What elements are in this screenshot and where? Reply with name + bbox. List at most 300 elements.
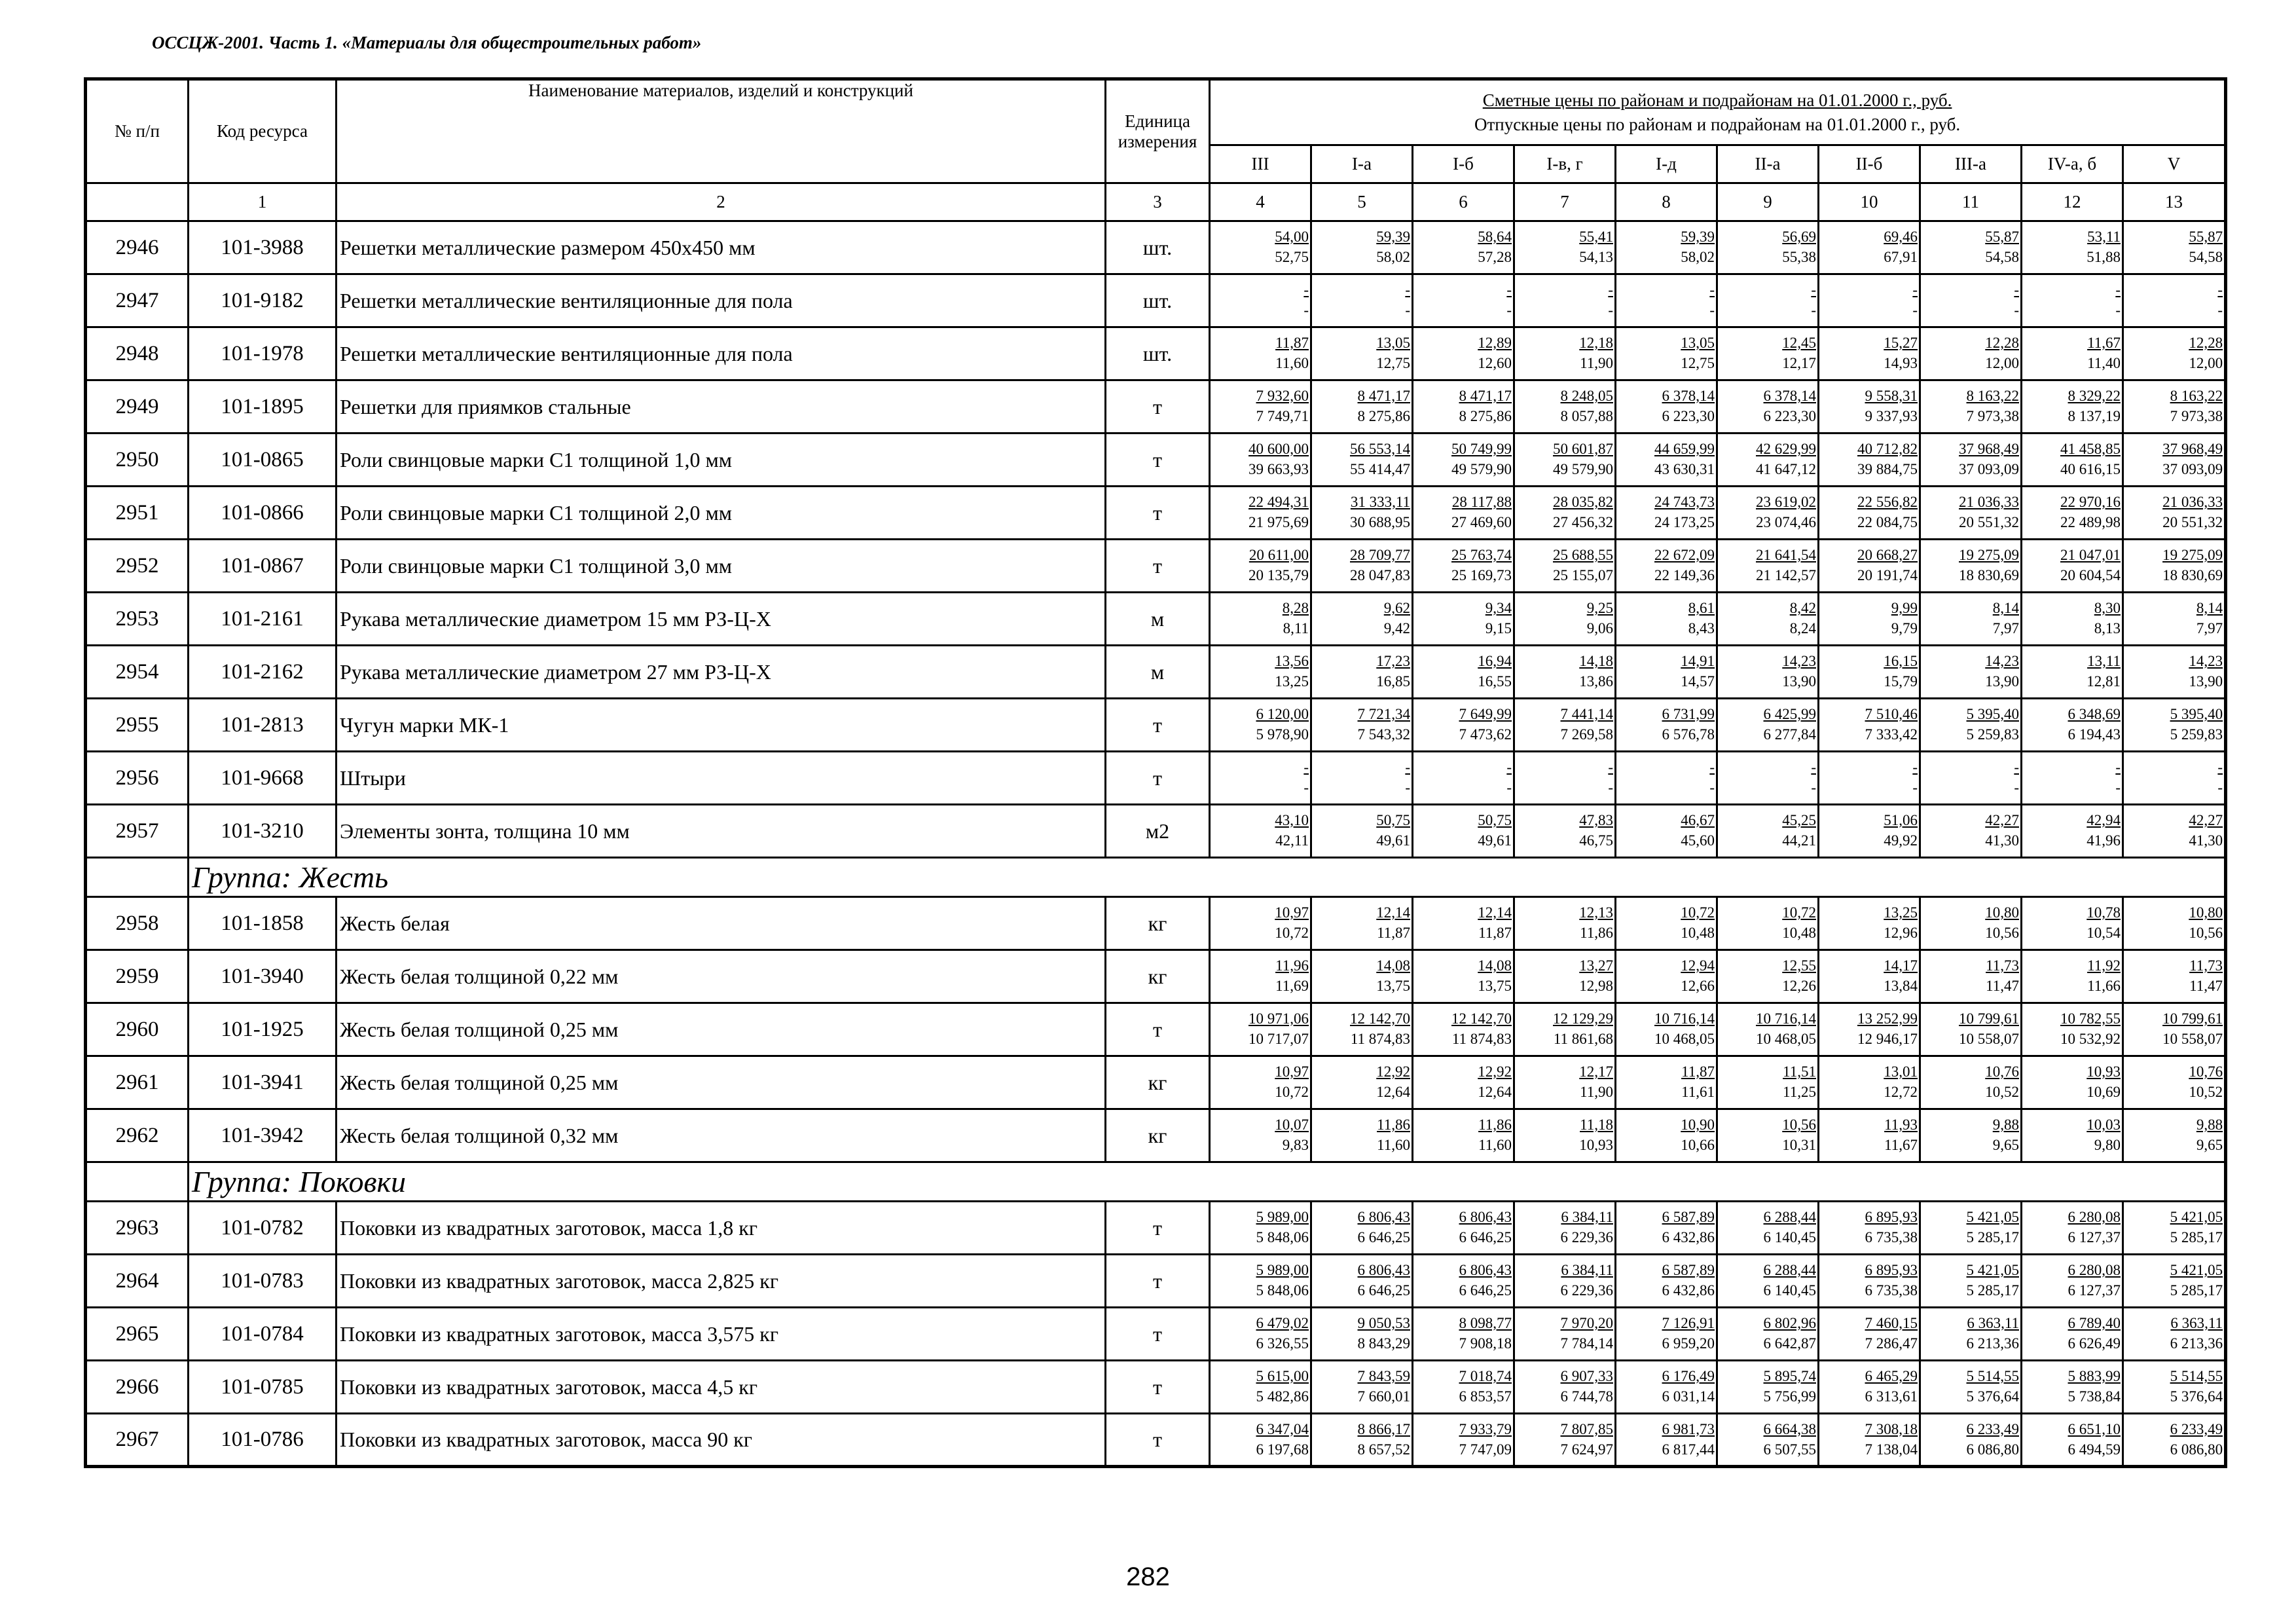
price-cell [1920, 487, 2022, 540]
price-cell [1514, 1202, 1616, 1255]
item-unit: м2 [1106, 805, 1210, 858]
item-number: 2947 [86, 274, 189, 327]
estimate-price: 7 932,60 [1256, 388, 1309, 404]
release-price: 49,92 [1884, 832, 1918, 849]
region-header: I-д [1616, 145, 1717, 183]
item-number: 2955 [86, 699, 189, 752]
release-price: 11,90 [1580, 1084, 1613, 1100]
price-cell [1413, 487, 1514, 540]
release-price: 27 456,32 [1553, 514, 1613, 530]
estimate-price: 7 018,74 [1459, 1368, 1512, 1384]
release-price: 54,13 [1579, 249, 1613, 265]
resource-code: 101-1925 [189, 1003, 337, 1056]
estimate-price: 12,55 [1782, 957, 1816, 974]
estimate-price: 7 649,99 [1459, 706, 1512, 722]
item-unit: шт. [1106, 221, 1210, 274]
release-price: 6 735,38 [1865, 1282, 1918, 1299]
estimate-price: 25 688,55 [1553, 547, 1613, 563]
price-cell [2022, 1003, 2123, 1056]
estimate-price: 5 421,05 [1966, 1262, 2019, 1278]
estimate-price: 6 288,44 [1763, 1262, 1816, 1278]
estimate-price: 13,27 [1579, 957, 1613, 974]
estimate-price: 37 968,49 [1959, 441, 2019, 457]
price-cell [1311, 752, 1413, 805]
release-price: 7 660,01 [1357, 1388, 1410, 1405]
estimate-price: 22 672,09 [1654, 547, 1715, 563]
header-unit: Единица измерения [1106, 79, 1210, 183]
price-cell [2022, 1255, 2123, 1308]
estimate-price: - [1912, 759, 1918, 775]
price-cell [2123, 540, 2226, 593]
price-cell [1413, 593, 1514, 646]
price-cell [1616, 1056, 1717, 1109]
table-row [86, 897, 2226, 950]
price-table [84, 77, 2227, 1468]
resource-code: 101-0867 [189, 540, 337, 593]
estimate-price: 28 709,77 [1350, 547, 1410, 563]
estimate-price: 11,86 [1478, 1116, 1512, 1133]
price-cell [1514, 593, 1616, 646]
release-price: 12,96 [1884, 925, 1918, 941]
estimate-price: 6 384,11 [1561, 1262, 1613, 1278]
release-price: 5 259,83 [2170, 726, 2223, 743]
release-price: 5 285,17 [2170, 1229, 2223, 1246]
release-price: 55 414,47 [1350, 461, 1410, 477]
item-unit: т [1106, 1308, 1210, 1361]
release-price: 7 747,09 [1459, 1441, 1512, 1458]
table-row [86, 434, 2226, 487]
price-cell [1210, 380, 1311, 434]
item-unit: м [1106, 593, 1210, 646]
table-row [86, 1308, 2226, 1361]
estimate-price: 6 806,43 [1459, 1209, 1512, 1225]
release-price: 12,98 [1579, 978, 1613, 994]
item-name: Поковки из квадратных заготовок, масса 3,575 кг [337, 1308, 1106, 1361]
release-price: 39 663,93 [1248, 461, 1309, 477]
release-price: 5 376,64 [2170, 1388, 2223, 1405]
release-price: 12,17 [1782, 355, 1816, 371]
estimate-price: 11,92 [2087, 957, 2121, 974]
release-price: 6 086,80 [2170, 1441, 2223, 1458]
estimate-price: 10,97 [1275, 904, 1309, 921]
release-price: 52,75 [1275, 249, 1309, 265]
estimate-price: 11,67 [2087, 335, 2121, 351]
release-price: 7 543,32 [1357, 726, 1410, 743]
release-price: 6 817,44 [1662, 1441, 1715, 1458]
price-cell [1920, 805, 2022, 858]
estimate-price: 6 120,00 [1256, 706, 1309, 722]
release-price: 54,58 [2189, 249, 2223, 265]
estimate-price: 16,94 [1478, 653, 1512, 669]
release-price: - [1912, 779, 1918, 796]
estimate-price: 21 641,54 [1756, 547, 1816, 563]
region-header: II-б [1819, 145, 1920, 183]
release-price: 13,75 [1376, 978, 1410, 994]
price-cell [1311, 434, 1413, 487]
release-price: - [1811, 779, 1816, 796]
item-number: 2954 [86, 646, 189, 699]
item-number: 2961 [86, 1056, 189, 1109]
estimate-price: 5 895,74 [1763, 1368, 1816, 1384]
column-number: 4 [1210, 183, 1311, 221]
price-cell [1311, 1202, 1413, 1255]
estimate-price: - [2217, 282, 2223, 298]
item-unit: т [1106, 1003, 1210, 1056]
price-cell [1210, 1414, 1311, 1467]
release-price: 45,60 [1681, 832, 1715, 849]
release-price: - [2115, 302, 2121, 318]
estimate-price: 6 895,93 [1865, 1209, 1918, 1225]
release-price: - [1709, 779, 1715, 796]
item-number: 2948 [86, 327, 189, 380]
release-price: 10 468,05 [1654, 1031, 1715, 1047]
price-cell [1311, 1361, 1413, 1414]
group-blank [1210, 1162, 2226, 1202]
release-price: 13,25 [1275, 673, 1309, 690]
price-cell [1210, 487, 1311, 540]
estimate-price: 5 883,99 [2068, 1368, 2121, 1384]
estimate-price: - [1811, 759, 1816, 775]
release-price: 5 482,86 [1256, 1388, 1309, 1405]
release-price: 9,65 [2196, 1137, 2223, 1153]
price-cell [1616, 221, 1717, 274]
release-price: 14,93 [1884, 355, 1918, 371]
price-cell [1210, 593, 1311, 646]
price-cell [2123, 1109, 2226, 1162]
estimate-price: 55,87 [2189, 229, 2223, 245]
release-price: 11,67 [1884, 1137, 1918, 1153]
price-cell [1819, 646, 1920, 699]
release-price: 41 647,12 [1756, 461, 1816, 477]
estimate-price: 10,76 [2189, 1063, 2223, 1080]
release-price: 7 138,04 [1865, 1441, 1918, 1458]
table-row [86, 1056, 2226, 1109]
release-price: 39 884,75 [1857, 461, 1918, 477]
price-cell [1717, 646, 1819, 699]
release-price: 11,25 [1783, 1084, 1816, 1100]
price-cell [1920, 540, 2022, 593]
table-row [86, 274, 2226, 327]
price-cell [2022, 540, 2123, 593]
estimate-price: 6 348,69 [2068, 706, 2121, 722]
estimate-price: - [1811, 282, 1816, 298]
price-cell [1413, 897, 1514, 950]
release-price: 6 229,36 [1560, 1229, 1613, 1246]
release-price: 6 646,25 [1459, 1282, 1512, 1299]
estimate-price: 50 601,87 [1553, 441, 1613, 457]
release-price: 24 173,25 [1654, 514, 1715, 530]
price-cell [2022, 380, 2123, 434]
price-cell [2022, 950, 2123, 1003]
estimate-price: 42 629,99 [1756, 441, 1816, 457]
price-cell [2123, 221, 2226, 274]
release-price: 11,60 [1275, 355, 1309, 371]
price-cell [1819, 487, 1920, 540]
price-cell [1514, 646, 1616, 699]
release-price: 41,96 [2086, 832, 2121, 849]
release-price: - [2014, 779, 2019, 796]
price-cell [1210, 646, 1311, 699]
estimate-price: 6 176,49 [1662, 1368, 1715, 1384]
price-cell [1413, 699, 1514, 752]
price-cell [1920, 1255, 2022, 1308]
price-cell [1717, 1308, 1819, 1361]
table-row [86, 1414, 2226, 1467]
estimate-price: 7 933,79 [1459, 1420, 1512, 1437]
column-number: 7 [1514, 183, 1616, 221]
estimate-price: - [2115, 282, 2121, 298]
estimate-price: 56,69 [1782, 229, 1816, 245]
estimate-price: 6 664,38 [1763, 1420, 1816, 1437]
price-cell [1920, 1109, 2022, 1162]
item-number: 2958 [86, 897, 189, 950]
price-cell [1717, 540, 1819, 593]
price-cell [2123, 380, 2226, 434]
release-price: 6 229,36 [1560, 1282, 1613, 1299]
release-price: 16,55 [1478, 673, 1512, 690]
release-price: 6 576,78 [1662, 726, 1715, 743]
estimate-price: 12,94 [1681, 957, 1715, 974]
estimate-price: 10,78 [2086, 904, 2121, 921]
price-cell [2123, 805, 2226, 858]
price-cell [1210, 1308, 1311, 1361]
price-cell [1413, 1202, 1514, 1255]
release-price: 10,48 [1782, 925, 1816, 941]
release-price: 10,56 [2189, 925, 2223, 941]
price-cell [2123, 327, 2226, 380]
price-cell [1920, 1202, 2022, 1255]
estimate-price: 10 716,14 [1756, 1010, 1816, 1027]
price-cell [1920, 274, 2022, 327]
price-cell [1514, 1414, 1616, 1467]
estimate-price: 6 280,08 [2068, 1262, 2121, 1278]
item-number: 2956 [86, 752, 189, 805]
running-header: ОССЦЖ-2001. Часть 1. «Материалы для общестроительных работ» [152, 33, 702, 52]
estimate-price: 6 384,11 [1561, 1209, 1613, 1225]
region-header: IV-а, б [2022, 145, 2123, 183]
estimate-price: 43,10 [1275, 812, 1309, 828]
estimate-price: 10,07 [1275, 1116, 1309, 1133]
price-cell [2022, 221, 2123, 274]
price-cell [1413, 950, 1514, 1003]
release-price: 28 047,83 [1350, 567, 1410, 583]
estimate-price: 42,27 [2189, 812, 2223, 828]
release-price: 5 978,90 [1256, 726, 1309, 743]
price-cell [1920, 1003, 2022, 1056]
estimate-price: 11,87 [1275, 335, 1309, 351]
release-price: 12,64 [1376, 1084, 1410, 1100]
item-number: 2950 [86, 434, 189, 487]
release-price: 12,72 [1884, 1084, 1918, 1100]
estimate-price: 5 989,00 [1256, 1262, 1309, 1278]
price-cell [2022, 805, 2123, 858]
estimate-price: 12,45 [1782, 335, 1816, 351]
price-cell [1616, 805, 1717, 858]
release-price: 13,75 [1478, 978, 1512, 994]
release-price: 7 749,71 [1256, 408, 1309, 424]
estimate-price: 6 895,93 [1865, 1262, 1918, 1278]
release-price: 5 285,17 [2170, 1282, 2223, 1299]
item-name: Жесть белая толщиной 0,25 мм [337, 1003, 1106, 1056]
resource-code: 101-0866 [189, 487, 337, 540]
price-cell [2123, 1202, 2226, 1255]
price-cell [1819, 1414, 1920, 1467]
release-price: 8 275,86 [1357, 408, 1410, 424]
estimate-price: 7 510,46 [1865, 706, 1918, 722]
price-cell [1514, 221, 1616, 274]
price-cell [1311, 540, 1413, 593]
table-row [86, 805, 2226, 858]
release-price: 13,90 [2189, 673, 2223, 690]
item-name: Решетки металлические вентиляционные для пола [337, 274, 1106, 327]
estimate-price: 22 556,82 [1857, 494, 1918, 510]
price-cell [1210, 1202, 1311, 1255]
price-cell [1616, 646, 1717, 699]
release-price: 7 973,38 [1966, 408, 2019, 424]
release-price: 12,64 [1478, 1084, 1512, 1100]
item-unit: т [1106, 487, 1210, 540]
estimate-price: - [1709, 759, 1715, 775]
column-number: 11 [1920, 183, 2022, 221]
price-cell [1616, 1003, 1717, 1056]
price-cell [1717, 434, 1819, 487]
price-cell [1514, 950, 1616, 1003]
release-price: 11,61 [1681, 1084, 1715, 1100]
release-price: 21 142,57 [1756, 567, 1816, 583]
price-cell [1210, 1255, 1311, 1308]
price-cell [2022, 1308, 2123, 1361]
item-name: Элементы зонта, толщина 10 мм [337, 805, 1106, 858]
price-cell [2022, 1202, 2123, 1255]
price-cell [2022, 699, 2123, 752]
release-price: 6 744,78 [1560, 1388, 1613, 1405]
release-price: 6 127,37 [2068, 1229, 2121, 1246]
estimate-price: 12,89 [1478, 335, 1512, 351]
estimate-price: 9,99 [1891, 600, 1918, 616]
region-header: V [2123, 145, 2226, 183]
estimate-price: 6 806,43 [1357, 1209, 1410, 1225]
price-cell [1210, 1109, 1311, 1162]
item-name: Штыри [337, 752, 1106, 805]
release-price: 23 074,46 [1756, 514, 1816, 530]
price-cell [1920, 221, 2022, 274]
price-cell [2022, 434, 2123, 487]
estimate-price: 24 743,73 [1654, 494, 1715, 510]
column-number: 12 [2022, 183, 2123, 221]
release-price: 10,56 [1985, 925, 2019, 941]
price-cell [1616, 327, 1717, 380]
price-cell [1920, 699, 2022, 752]
estimate-price: - [1303, 282, 1309, 298]
price-cell [1819, 221, 1920, 274]
price-cell [1717, 327, 1819, 380]
release-price: 11,66 [2087, 978, 2121, 994]
release-price: 5 376,64 [1966, 1388, 2019, 1405]
estimate-price: 50 749,99 [1451, 441, 1512, 457]
release-price: 8,24 [1789, 620, 1816, 637]
resource-code: 101-9182 [189, 274, 337, 327]
release-price: 49,61 [1478, 832, 1512, 849]
price-cell [1717, 1361, 1819, 1414]
price-cell [1717, 805, 1819, 858]
release-price: 18 830,69 [2162, 567, 2223, 583]
item-name: Жесть белая толщиной 0,32 мм [337, 1109, 1106, 1162]
resource-code: 101-3942 [189, 1109, 337, 1162]
region-header: I-а [1311, 145, 1413, 183]
estimate-price: 6 587,89 [1662, 1209, 1715, 1225]
price-cell [1819, 327, 1920, 380]
release-price: 6 646,25 [1357, 1282, 1410, 1299]
release-price: 11 874,83 [1451, 1031, 1512, 1047]
item-name: Рукава металлические диаметром 27 мм РЗ-Ц-Х [337, 646, 1106, 699]
estimate-price: 5 421,05 [1966, 1209, 2019, 1225]
estimate-price: 6 425,99 [1763, 706, 1816, 722]
price-cell [1819, 380, 1920, 434]
release-price: 7,97 [2196, 620, 2223, 637]
release-price: 14,57 [1681, 673, 1715, 690]
estimate-price: 41 458,85 [2060, 441, 2121, 457]
column-number: 3 [1106, 183, 1210, 221]
price-cell [2123, 1056, 2226, 1109]
estimate-price: 6 789,40 [2068, 1315, 2121, 1331]
resource-code: 101-3941 [189, 1056, 337, 1109]
estimate-price: - [1506, 759, 1512, 775]
price-cell [1311, 646, 1413, 699]
item-name: Роли свинцовые марки С1 толщиной 1,0 мм [337, 434, 1106, 487]
estimate-price: 14,17 [1884, 957, 1918, 974]
estimate-price: 21 036,33 [1959, 494, 2019, 510]
region-header: II-а [1717, 145, 1819, 183]
release-price: 11,87 [1478, 925, 1512, 941]
item-name: Чугун марки МК-1 [337, 699, 1106, 752]
release-price: 20 551,32 [2162, 514, 2223, 530]
price-cell [1514, 380, 1616, 434]
price-cell [1311, 593, 1413, 646]
column-number-row [86, 183, 2226, 221]
release-price: 6 031,14 [1662, 1388, 1715, 1405]
price-cell [1311, 1109, 1413, 1162]
price-cell [1413, 274, 1514, 327]
release-price: - [1506, 302, 1512, 318]
estimate-price: 51,06 [1884, 812, 1918, 828]
release-price: 8 275,86 [1459, 408, 1512, 424]
release-price: 8 137,19 [2068, 408, 2121, 424]
release-price: 12,75 [1681, 355, 1715, 371]
release-price: 5 285,17 [1966, 1229, 2019, 1246]
release-price: 27 469,60 [1451, 514, 1512, 530]
price-cell [1413, 646, 1514, 699]
estimate-price: 5 395,40 [1966, 706, 2019, 722]
estimate-price: 8 866,17 [1357, 1420, 1410, 1437]
resource-code: 101-0786 [189, 1414, 337, 1467]
estimate-price: 15,27 [1884, 335, 1918, 351]
release-price: 6 507,55 [1763, 1441, 1816, 1458]
column-number: 8 [1616, 183, 1717, 221]
release-price: 41,30 [2189, 832, 2223, 849]
estimate-price: 10,93 [2086, 1063, 2121, 1080]
price-cell [1514, 699, 1616, 752]
release-price: 6 432,86 [1662, 1282, 1715, 1299]
estimate-price: 10,80 [1985, 904, 2019, 921]
release-price: 21 975,69 [1248, 514, 1309, 530]
price-cell [1514, 487, 1616, 540]
resource-code: 101-3940 [189, 950, 337, 1003]
resource-code: 101-2162 [189, 646, 337, 699]
price-cell [1514, 540, 1616, 593]
estimate-price: 8 248,05 [1560, 388, 1613, 404]
estimate-price: - [1405, 282, 1410, 298]
item-name: Роли свинцовые марки С1 толщиной 3,0 мм [337, 540, 1106, 593]
